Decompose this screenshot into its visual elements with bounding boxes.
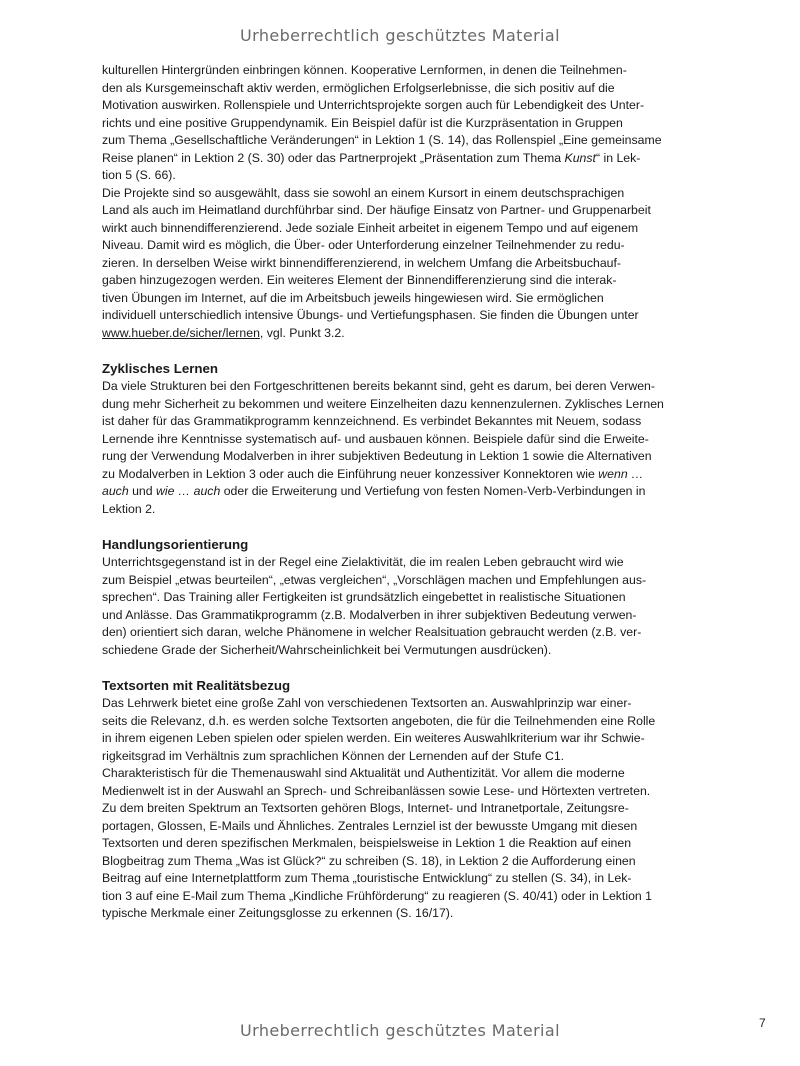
watermark-bottom: Urheberrechtlich geschütztes Material: [240, 1021, 560, 1040]
body-line: Land als auch im Heimatland durchführbar sind. Der häufige Einsatz von Partner- und Gruppenarbeit: [102, 203, 651, 217]
body-line: Unterrichtsgegenstand ist in der Regel eine Zielaktivität, die im realen Leben gebraucht wird wie: [102, 555, 624, 569]
section-heading: Textsorten mit Realitätsbezug: [102, 678, 291, 693]
body-line: dung mehr Sicherheit zu bekommen und weitere Einzelheiten dazu kennenzulernen. Zyklisches Lernen: [102, 396, 664, 411]
body-line: zum Beispiel „etwas beurteilen“, „etwas vergleichen“, „Vorschlägen machen und Empfehlungen aus-: [102, 572, 647, 587]
body-line: Beitrag auf eine Internetplattform zum Thema „touristische Entwicklung“ zu stellen (S. 34), in Lek-: [102, 871, 632, 885]
body-line: tion 5 (S. 66).: [102, 168, 176, 182]
page-number: 7: [759, 1016, 766, 1030]
watermark-top: Urheberrechtlich geschütztes Material: [240, 26, 560, 45]
body-line: in ihrem eigenen Leben spielen oder spielen werden. Ein weiteres Auswahlkriterium war ihr Schwie-: [102, 731, 645, 745]
body-line: zum Thema „Gesellschaftliche Veränderungen“ in Lektion 1 (S. 14), das Rollenspiel „Eine gemeinsame: [102, 133, 662, 147]
body-line: den als Kursgemeinschaft aktiv werden, ermöglichen Erfolgserlebnisse, die sich positiv auf die: [102, 80, 615, 95]
body-line: rigkeitsgrad im Verhältnis zum sprachlichen Können der Lernenden auf der Stufe C1.: [102, 748, 565, 763]
body-line: gaben hinzugezogen werden. Ein weiteres Element der Binnendifferenzierung sind die interak-: [102, 273, 617, 287]
body-line: Lektion 2.: [102, 501, 156, 516]
body-line: Die Projekte sind so ausgewählt, dass sie sowohl an einem Kursort in einem deutschsprachigen: [102, 185, 625, 200]
page-body: [102, 62, 692, 923]
sections: [102, 359, 692, 923]
section-heading: Handlungsorientierung: [102, 537, 249, 552]
body-line: Zu dem breiten Spektrum an Textsorten gehören Blogs, Internet- und Intranetportale, Zeitungsre-: [102, 801, 629, 815]
section-heading: Zyklisches Lernen: [102, 361, 219, 376]
body-line: sprechen“. Das Training aller Fertigkeiten ist grundsätzlich eingebettet in realistische Situationen: [102, 590, 626, 604]
body-line: Da viele Strukturen bei den Fortgeschrittenen bereits bekannt sind, geht es darum, bei deren Verwen-: [102, 379, 655, 393]
intro-paragraphs: [102, 62, 692, 325]
body-line: tiven Übungen im Internet, auf die im Arbeitsbuch jeweils hingewiesen wird. Sie ermöglichen: [102, 290, 604, 305]
body-line: Medienwelt ist in der Auswahl an Sprech- und Schreibanlässen sowie Lese- und Hörtexten vertreten.: [102, 783, 651, 798]
body-line: rung der Verwendung Modalverben in ihrer subjektiven Bedeutung in Lektion 1 sowie die Alternativen: [102, 449, 652, 463]
body-line: tion 3 auf eine E-Mail zum Thema „Kindliche Frühförderung“ zu reagieren (S. 40/41) oder in Lektion 1: [102, 888, 653, 903]
hueber-link[interactable]: www.hueber.de/sicher/lernen: [102, 325, 260, 340]
body-line: Charakteristisch für die Themenauswahl sind Aktualität und Authentizität. Vor allem die moderne: [102, 766, 625, 780]
body-line: auch und wie … auch oder die Erweiterung und Vertiefung von festen Nomen-Verb-Verbindungen in: [102, 484, 646, 498]
section-textsorten-mit-realita-tsbezug: [102, 676, 692, 923]
body-line: [102, 325, 692, 343]
body-line: seits die Relevanz, d.h. es werden solche Textsorten angeboten, die für die Teilnehmenden eine Rolle: [102, 713, 656, 728]
body-line: richts und eine positive Gruppendynamik. Ein Beispiel dafür ist die Kurzpräsentation in Gruppen: [102, 115, 623, 130]
body-line: Das Lehrwerk bietet eine große Zahl von verschiedenen Textsorten an. Auswahlprinzip war einer-: [102, 696, 632, 710]
body-line: Niveau. Damit wird es möglich, die Über- oder Unterforderung einzelner Teilnehmender zu redu-: [102, 238, 625, 252]
body-line: kulturellen Hintergründen einbringen können. Kooperative Lernformen, in denen die Teilnehmen-: [102, 63, 627, 77]
section-zyklisches-lernen: [102, 359, 692, 518]
body-line: den) orientiert sich daran, welche Phänomene in welcher Realsituation gebraucht werden (z.B. ver-: [102, 625, 642, 639]
body-line: Motivation auswirken. Rollenspiele und Unterrichtsprojekte sorgen auch für Lebendigkeit des Unter-: [102, 98, 645, 112]
body-line: Lernende ihre Kenntnisse systematisch auf- und ausbauen können. Beispiele dafür sind die Erweite-: [102, 431, 649, 446]
body-line: und Anlässe. Das Grammatikprogramm (z.B. Modalverben in ihrer subjektiven Bedeutung verwen-: [102, 607, 637, 622]
section-handlungsorientierung: [102, 535, 692, 659]
body-line: zieren. In derselben Weise wirkt binnendifferenzierend, in welchem Umfang die Arbeitsbuchauf-: [102, 255, 622, 270]
body-line: individuell unterschiedlich intensive Übungs- und Vertiefungsphasen. Sie finden die Übungen unter: [102, 308, 639, 322]
body-line: portagen, Glossen, E-Mails und Ähnliches. Zentrales Lernziel ist der bewusste Umgang mit diesen: [102, 818, 638, 833]
body-line: typische Merkmale einer Zeitungsglosse zu erkennen (S. 16/17).: [102, 906, 454, 920]
link-line-rest: , vgl. Punkt 3.2.: [259, 325, 345, 340]
body-line: zu Modalverben in Lektion 3 oder auch die Einführung neuer konzessiver Konnektoren wie wenn …: [102, 466, 644, 481]
body-line: ist daher für das Grammatikprogramm kennzeichnend. Es verbindet Bekanntes mit Neuem, sodass: [102, 414, 642, 428]
body-line: schiedene Grade der Sicherheit/Wahrscheinlichkeit bei Vermutungen ausdrücken).: [102, 642, 552, 657]
body-line: wirkt auch binnendifferenzierend. Jede soziale Einheit arbeitet in eigenem Tempo und auf eigenem: [102, 220, 639, 235]
body-line: Textsorten und deren spezifischen Merkmalen, beispielsweise in Lektion 1 die Reaktion auf einen: [102, 836, 632, 850]
body-line: Blogbeitrag zum Thema „Was ist Glück?“ zu schreiben (S. 18), in Lektion 2 die Aufforderung einen: [102, 853, 636, 868]
body-line: Reise planen“ in Lektion 2 (S. 30) oder das Partnerprojekt „Präsentation zum Thema Kunst“ in Lek-: [102, 150, 641, 165]
